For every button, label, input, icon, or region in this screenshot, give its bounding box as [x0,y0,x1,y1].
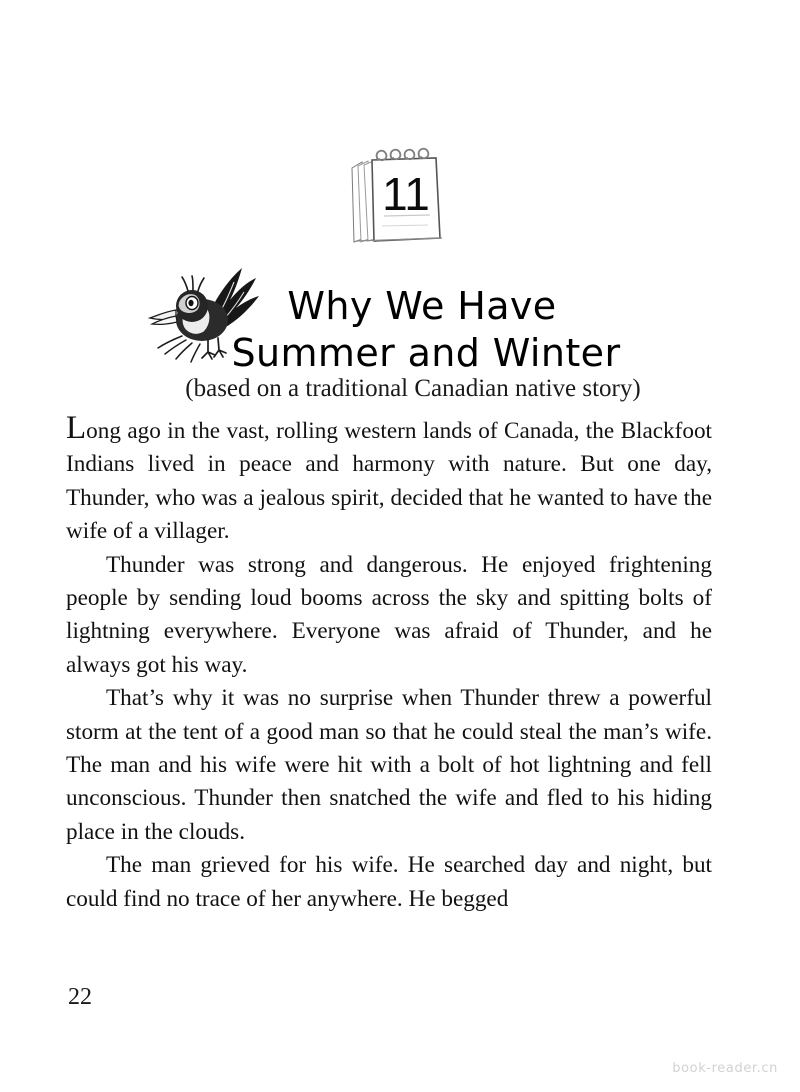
chapter-subtitle: (based on a traditional Canadian native story) [185,375,641,402]
page-title [0,283,800,377]
page-number: 22 [68,984,92,1010]
paragraph-text: That’s why it was no surprise when Thunder threw a powerful storm at the tent of a good man so that he could steal the man’s wife. The man and his wife were hit with a bolt of hot lightning and fell unconscious. Thunder then snatched the wife and fled to his hiding place in the clouds. [66,685,712,845]
chapter-number: 11 [382,168,430,220]
flip-calendar-icon [332,138,464,250]
initial-cap: L [66,410,87,446]
watermark: book-reader.cn [672,1061,778,1076]
paragraph [66,682,712,849]
paragraph-text: The man grieved for his wife. He searched day and night, but could find no trace of her anywhere. He begged [66,852,712,912]
paragraph [66,849,712,916]
body-text [66,410,712,916]
page-title-line-1: Why We Have [287,284,557,329]
paragraph [66,549,712,683]
paragraph [66,410,712,549]
paragraph-text: ong ago in the vast, rolling western lands of Canada, the Blackfoot Indians lived in peace and harmony with nature. But one day, Thunder, who was a jealous spirit, decided that he wanted to have the wife of a villager. [66,418,712,545]
page-title-line-2: Summer and Winter [231,331,621,376]
paragraph-text: Thunder was strong and dangerous. He enjoyed frightening people by sending loud booms across the sky and spitting bolts of lightning everywhere. Everyone was afraid of Thunder, and he always got his way. [66,551,712,678]
